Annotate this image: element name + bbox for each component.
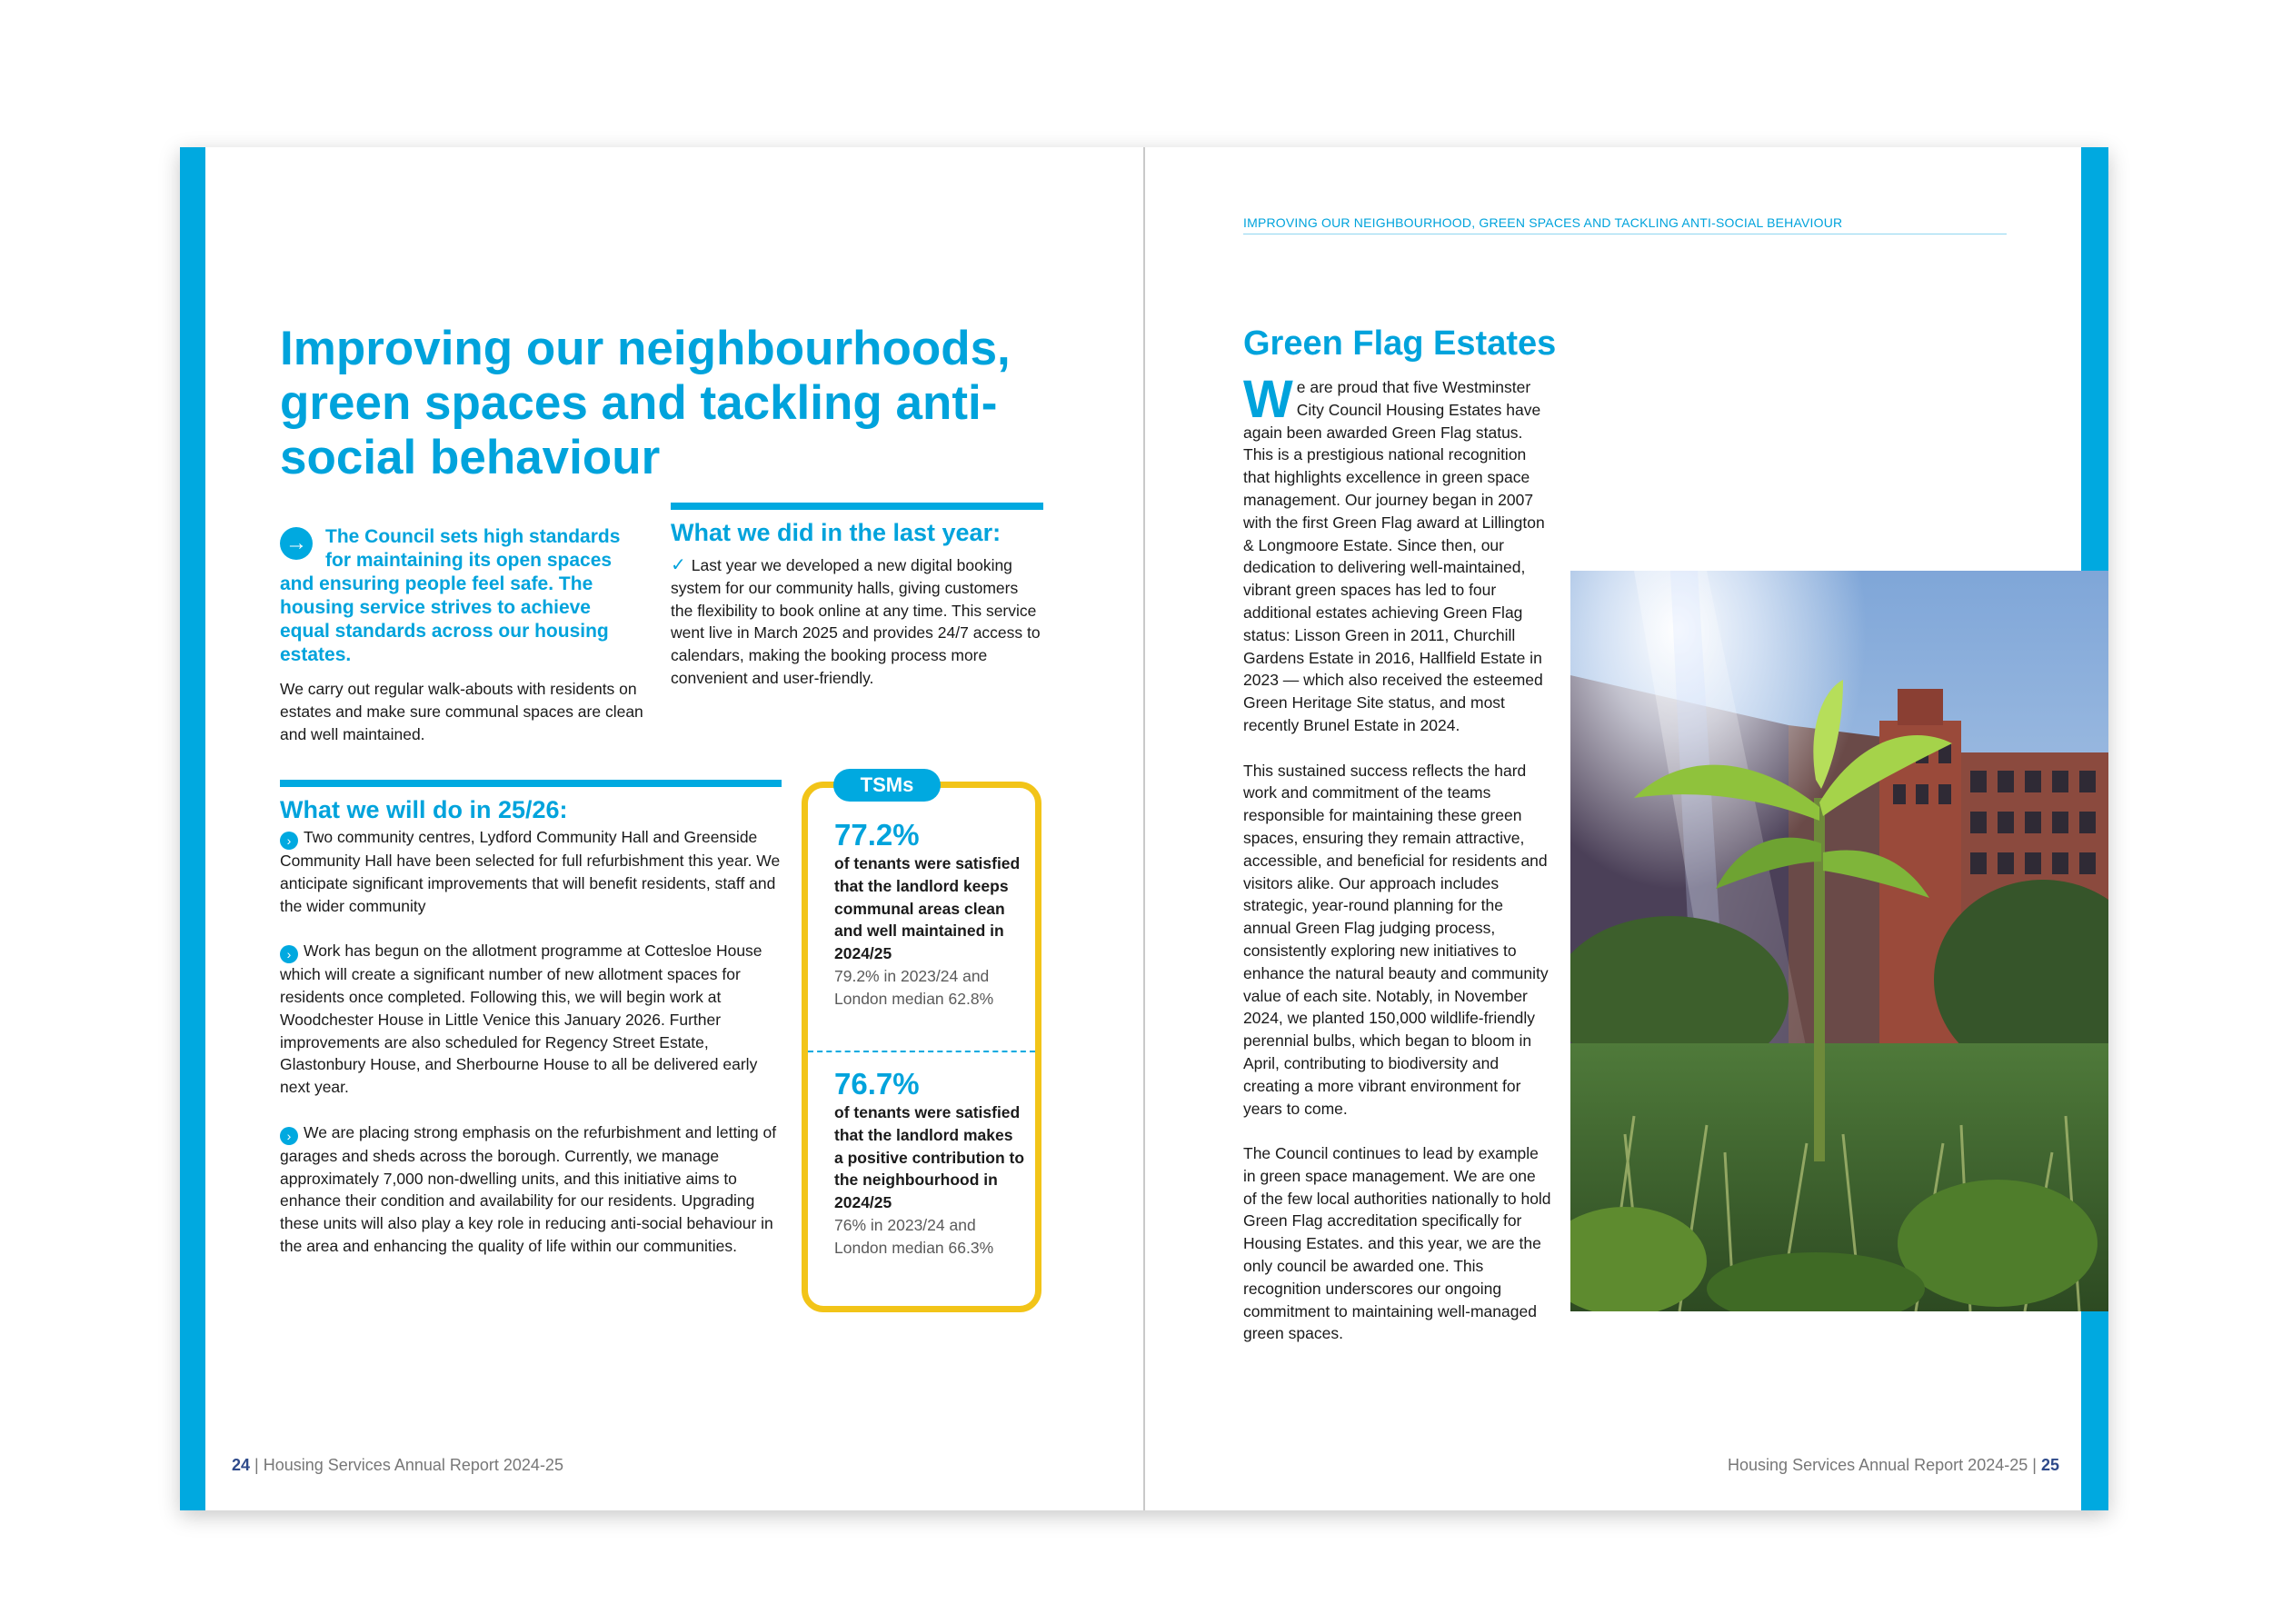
tsm-badge: TSMs: [833, 769, 941, 802]
intro-block: [280, 525, 643, 745]
tsm-stat-2: [834, 1067, 1025, 1260]
paragraph: This sustained success reflects the hard work and commitment of the teams responsible for maintaining these green spaces, ensuring they remain attractive, accessible, and beneficial for residents and visitors alike. Our approach includes strategic, year-round planning for the annual Green Flag judging process, consistently exploring new initiatives to enhance the natural beauty and community value of each site. Notably, in November 2024, we planted 150,000 wildlife-friendly perennial bulbs, which began to bloom in April, contributing to biodiversity and creating a more vibrant environment for years to come.: [1243, 761, 1549, 1118]
footer-title: Housing Services Annual Report 2024-25: [263, 1456, 563, 1474]
green-flag-text: [1243, 370, 1552, 1368]
chevron-right-icon: ›: [280, 945, 298, 963]
estate-garden-photo: [1570, 571, 2108, 1311]
list-item: › Two community centres, Lydford Community Hall and Greenside Community Hall have been selected for full refurbishment this year. We anticipate significant improvements that will benefit residents, staff and the wider community: [280, 828, 781, 915]
tsm-stat-percent: 77.2%: [834, 818, 920, 852]
running-header: IMPROVING OUR NEIGHBOURHOOD, GREEN SPACES AND TACKLING ANTI-SOCIAL BEHAVIOUR: [1243, 215, 1843, 230]
tsm-stat-comparison: 76% in 2023/24 and London median 66.3%: [834, 1215, 994, 1257]
last-year-rule: [671, 503, 1043, 510]
will-do-rule: [280, 780, 782, 787]
footer-title: Housing Services Annual Report 2024-25: [1728, 1456, 2028, 1474]
tsm-stat-comparison: 79.2% in 2023/24 and London median 62.8%: [834, 966, 994, 1008]
will-do-heading: What we will do in 25/26:: [280, 796, 568, 823]
chevron-right-icon: ›: [280, 1127, 298, 1145]
paragraph: The Council continues to lead by example in green space management. We are one of the few local authorities nationally to hold Green Flag accreditation specifically for Housing Estates. and this year, we are the only council be awarded one. This recognition underscores our ongoing commitment to maintaining well-managed green spaces.: [1243, 1144, 1551, 1343]
left-accent-bar: [180, 147, 205, 1510]
will-do-section: [280, 795, 782, 1280]
page-spine: [1143, 147, 1145, 1510]
tsm-stat-description: of tenants were satisfied that the landlord makes a positive contribution to the neighbourhood in 2024/25: [834, 1103, 1025, 1212]
right-footer: Housing Services Annual Report 2024-25 | 25: [1728, 1456, 2059, 1474]
tsm-stat-percent: 76.7%: [834, 1067, 920, 1101]
chevron-right-icon: ›: [280, 832, 298, 850]
tsm-stat-1: [834, 818, 1025, 1011]
page-number: 25: [2040, 1456, 2059, 1474]
drop-cap: W: [1243, 370, 1293, 429]
paragraph: e are proud that five Westminster City Council Housing Estates have again been awarded Green Flag status. This is a prestigious national recognition that highlights excellence in green space management. Our journey began in 2007 with the first Green Flag award at Lillington & Longmoore Estate. Since then, our dedication to delivering well-maintained, vibrant green spaces has led to four additional estates achieving Green Flag status: Lisson Green in 2011, Churchill Gardens Estate in 2016, Hallfield Estate in 2023 — which also received the esteemed Green Heritage Site status, and most recently Brunel Estate in 2024.: [1243, 378, 1545, 734]
list-item: › We are placing strong emphasis on the refurbishment and letting of garages and sheds across the borough. Currently, we manage approximately 7,000 non-dwelling units, and this initiative aims to enhance their condition and availability for our residents. Upgrading these units will also play a key role in reducing anti-social behaviour in the area and enhancing the quality of life within our communities.: [280, 1122, 777, 1255]
last-year-heading: What we did in the last year:: [671, 519, 1001, 546]
section-heading: Green Flag Estates: [1243, 324, 1557, 363]
page-number: 24: [232, 1456, 251, 1474]
intro-body: We carry out regular walk-abouts with residents on estates and make sure communal spaces are clean and well maintained.: [280, 680, 643, 743]
arrow-right-icon: →: [280, 527, 313, 560]
last-year-section: [671, 518, 1043, 690]
last-year-text: Last year we developed a new digital booking system for our community halls, giving customers the flexibility to book online at any time. This service went live in March 2025 and provides 24/7 access to calendars, making the booking process more convenient and user-friendly.: [671, 556, 1041, 687]
tsm-divider: [808, 1051, 1035, 1052]
list-item: › Work has begun on the allotment programme at Cottesloe House which will create a significant number of new allotment spaces for residents once completed. Following this, we will begin work at Woodchester House in Little Venice this January 2026. Further improvements are also scheduled for Regency Street Estate, Glastonbury House, and Sherbourne House to all be delivered early next year.: [280, 942, 762, 1097]
page-title: Improving our neighbourhoods, green spaces and tackling anti-social behaviour: [280, 322, 1011, 484]
intro-text: The Council sets high standards for maintaining its open spaces and ensuring people feel safe. The housing service strives to achieve equal standards across our housing estates.: [280, 526, 621, 665]
check-icon: ✓: [671, 555, 686, 575]
left-footer: 24 | Housing Services Annual Report 2024-25: [232, 1456, 563, 1474]
tsm-stat-description: of tenants were satisfied that the landlord keeps communal areas clean and well maintained in 2024/25: [834, 854, 1021, 963]
